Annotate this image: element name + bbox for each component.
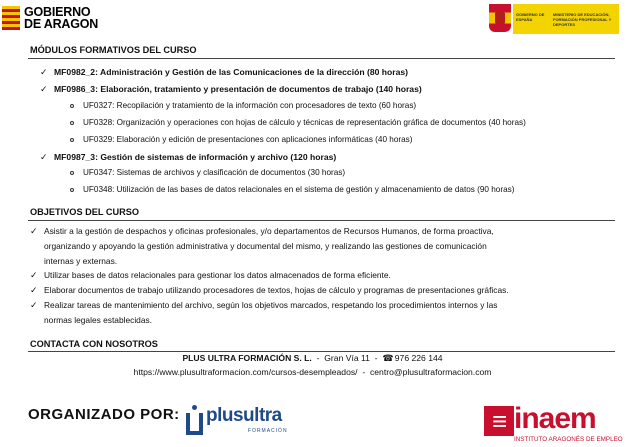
- organizado-label: ORGANIZADO POR:: [28, 406, 180, 423]
- contacto-title: CONTACTA CON NOSOTROS: [30, 339, 158, 349]
- objective-3: Elaborar documentos de trabajo utilizando procesadores de textos, hojas de cálculo y programas de presentaciones gráficas.: [44, 285, 509, 295]
- contact-web-line: https://www.plusultraformacion.com/cursos-desempleados/ - centro@plusultraformacion.com: [133, 367, 492, 377]
- unit-uf0328: UF0328: Organización y operaciones con hojas de cálculo y técnicas de representación gráfica de documentos (40 horas): [83, 118, 526, 127]
- phone-number[interactable]: 976 226 144: [394, 353, 443, 363]
- email-link[interactable]: centro@plusultraformacion.com: [369, 367, 492, 377]
- circle-bullet-icon: [70, 121, 74, 125]
- plusultra-logo: [186, 403, 286, 439]
- objetivos-title: OBJETIVOS DEL CURSO: [30, 207, 140, 217]
- gobierno-espana-text: GOBIERNO DE ESPAÑA: [516, 12, 545, 22]
- unit-uf0347: UF0347: Sistemas de archivos y clasificación de documentos (30 horas): [83, 168, 346, 177]
- aragon-flag-icon: [2, 6, 20, 30]
- aragon-logo-line2: DE ARAGON: [24, 17, 99, 31]
- aragon-logo-line1: GOBIERNO: [24, 5, 91, 19]
- unit-uf0329: UF0329: Elaboración y edición de presentaciones con aplicaciones informáticas (40 horas): [83, 135, 413, 144]
- modulos-divider: [28, 58, 615, 59]
- phone-icon: ☎: [382, 353, 394, 363]
- check-icon: ✓: [30, 270, 38, 280]
- inaem-logo: [484, 402, 623, 444]
- modulos-title: MÓDULOS FORMATIVOS DEL CURSO: [30, 45, 197, 55]
- unit-uf0327: UF0327: Recopilación y tratamiento de la información con procesadores de texto (60 horas): [83, 101, 417, 110]
- inaem-name: inaem: [514, 402, 596, 435]
- objective-2: Utilizar bases de datos relacionales para gestionar los datos almacenados de forma eficiente.: [44, 270, 391, 280]
- unit-uf0348: UF0348: Utilización de las bases de datos relacionales en el sistema de gestión y almacenamiento de datos (90 horas): [83, 185, 515, 194]
- circle-bullet-icon: [70, 188, 74, 192]
- circle-bullet-icon: [70, 171, 74, 175]
- module-mf0982: MF0982_2: Administración y Gestión de las Comunicaciones de la dirección (80 horas): [54, 67, 409, 77]
- company-name: PLUS ULTRA FORMACIÓN S. L.: [182, 353, 312, 363]
- objective-1-line3: internas y externas.: [44, 256, 118, 266]
- inaem-mark-icon: ≡: [484, 406, 514, 436]
- objective-4-line1: Realizar tareas de mantenimiento del archivo, según los objetivos marcados, respetando los procedimientos internos y las: [44, 300, 498, 310]
- address: Gran Vía 11: [324, 353, 370, 363]
- module-mf0986: MF0986_3: Elaboración, tratamiento y presentación de documentos de trabajo (140 horas): [54, 84, 422, 94]
- circle-bullet-icon: [70, 104, 74, 108]
- gobierno-aragon-logo: [2, 4, 122, 34]
- check-icon: ✓: [30, 226, 38, 236]
- ministerio-text: MINISTERIO DE EDUCACIÓN, FORMACIÓN PROFESIONAL Y DEPORTES: [553, 12, 612, 27]
- contacto-divider: [28, 351, 615, 352]
- website-link[interactable]: https://www.plusultraformacion.com/cursos-desempleados/: [133, 367, 358, 377]
- circle-bullet-icon: [70, 138, 74, 142]
- check-icon: ✓: [30, 285, 38, 295]
- check-icon: ✓: [40, 152, 48, 162]
- check-icon: ✓: [40, 84, 48, 94]
- module-mf0987: MF0987_3: Gestión de sistemas de información y archivo (120 horas): [54, 152, 337, 162]
- objective-4-line2: normas legales establecidas.: [44, 315, 153, 325]
- plusultra-sub: FORMACIÓN: [248, 428, 288, 434]
- contact-company-line: PLUS ULTRA FORMACIÓN S. L. - Gran Vía 11 - ☎ 976 226 144: [182, 353, 443, 363]
- spain-shield-icon: [489, 4, 511, 32]
- gobierno-espana-logo: [489, 4, 621, 34]
- objetivos-divider: [28, 220, 615, 221]
- plusultra-name: plusultra: [206, 405, 282, 426]
- check-icon: ✓: [30, 300, 38, 310]
- check-icon: ✓: [40, 67, 48, 77]
- plusultra-mark-icon: [186, 405, 204, 435]
- objective-1-line2: organizando y apoyando la gestión administrativa y documental del mismo, y realizando las gestiones de comunicación: [44, 241, 487, 251]
- objective-1-line1: Asistir a la gestión de despachos y oficinas profesionales, y/o departamentos de Recursos Humanos, de forma proactiva,: [44, 226, 494, 236]
- inaem-sub: INSTITUTO ARAGONÉS DE EMPLEO: [514, 436, 623, 443]
